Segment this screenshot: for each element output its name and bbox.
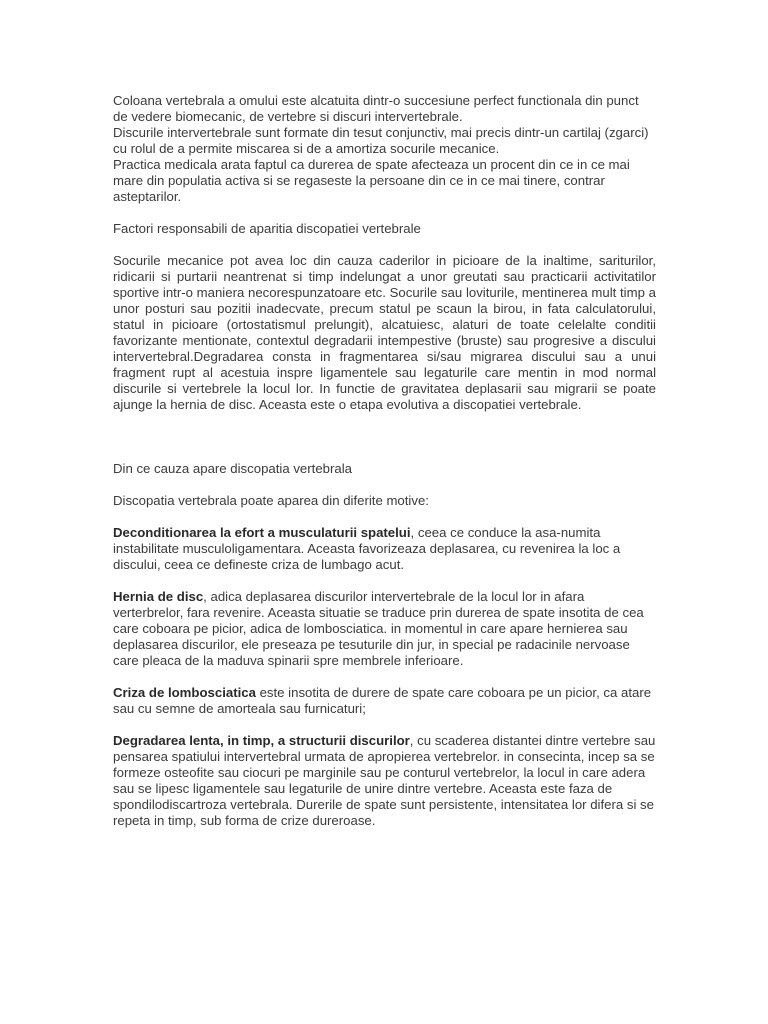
cause-item-lombosciatica	[113, 685, 656, 717]
document-page	[113, 93, 656, 829]
factors-heading: Factori responsabili de aparitia discopatiei vertebrale	[113, 221, 421, 236]
intro-paragraph-2: Discurile intervertebrale sunt formate din tesut conjunctiv, mai precis dintr-un cartilaj (zgarci) cu rolul de a permite miscarea si de a amortiza socurile mecanice.	[113, 125, 649, 156]
cause-text: este insotita de durere de spate care coboara pe un picior, ca atare sau cu semne de amorteala sau furnicaturi;	[113, 685, 652, 716]
cause-term: Hernia de disc	[113, 589, 204, 604]
intro-paragraph-3: Practica medicala arata faptul ca durerea de spate afecteaza un procent din ce in ce mai mare din populatia activa si se regaseste la persoane din ce in ce mai tinere, contrar asteptarilor.	[113, 157, 630, 204]
causes-lead: Discopatia vertebrala poate aparea din diferite motive:	[113, 493, 429, 508]
factors-body: Socurile mecanice pot avea loc din cauza caderilor in picioare de la inaltime, sariturilor, ridicarii si purtarii neantrenat si timp indelungat a unor greutati sau practicarii activitatilor sportive intr-o maniera necorespunzatoare etc. Socurile sau loviturile, mentinerea mult timp a unor posturi sau pozitii inadecvate, precum statul pe scaun la birou, in fata calculatorului, statul in picioare (ortostatismul prelungit), alcatuiesc, alaturi de toate celelalte conditii favorizante mentionate, contextul degradarii intempestive (bruste) sau progresive a discului intervertebral.Degradarea consta in fragmentarea si/sau migrarea discului sau a unui fragment rupt al acestuia inspre ligamentele sau legaturile care mentin in mod normal discurile si vertebrele la locul lor. In functie de gravitatea deplasarii sau migrarii se poate ajunge la hernia de disc. Aceasta este o etapa evolutiva a discopatiei vertebrale.	[113, 253, 656, 412]
cause-text: , cu scaderea distantei dintre vertebre sau pensarea spatiului intervertebral urmata de apropierea vertebrelor. in consecinta, incep sa se formeze osteofite sau ciocuri pe marginile sau pe conturul vertebrelor, la locul in care adera sau se lipesc ligamentele sau legaturile de unire dintre vertebre. Aceasta este faza de spondilodiscartroza vertebrala. Durerile de spate sunt persistente, intensitatea lor difera si se repeta in timp, sub forma de crize dureroase.	[113, 733, 656, 828]
cause-item-degradation	[113, 733, 656, 829]
intro-paragraph-1: Coloana vertebrala a omului este alcatuita dintr-o succesiune perfect functionala din punct de vedere biomecanic, de vertebre si discuri intervertebrale.	[113, 93, 639, 124]
cause-text: , adica deplasarea discurilor intervertebrale de la locul lor in afara verterbrelor, fara revenire. Aceasta situatie se traduce prin durerea de spate insotita de cea care coboara pe picior, adica de lombosciatica. in momentul in care apare hernierea sau deplasarea discurilor, ele preseaza pe tesuturile din jur, in special pe radacinile nervoase care pleaca de la maduva spinarii spre membrele inferioare.	[113, 589, 644, 668]
cause-term: Criza de lombosciatica	[113, 685, 256, 700]
cause-item-hernia	[113, 589, 656, 669]
cause-term: Degradarea lenta, in timp, a structurii discurilor	[113, 733, 410, 748]
cause-term: Deconditionarea la efort a musculaturii spatelui	[113, 525, 411, 540]
intro-section	[113, 93, 656, 205]
cause-text: , ceea ce conduce la asa-numita instabilitate musculoligamentara. Aceasta favorizeaza deplasarea, cu revenirea la loc a discului, ceea ce defineste criza de lumbago acut.	[113, 525, 621, 572]
causes-heading: Din ce cauza apare discopatia vertebrala	[113, 461, 352, 476]
cause-item-deconditioning	[113, 525, 656, 573]
